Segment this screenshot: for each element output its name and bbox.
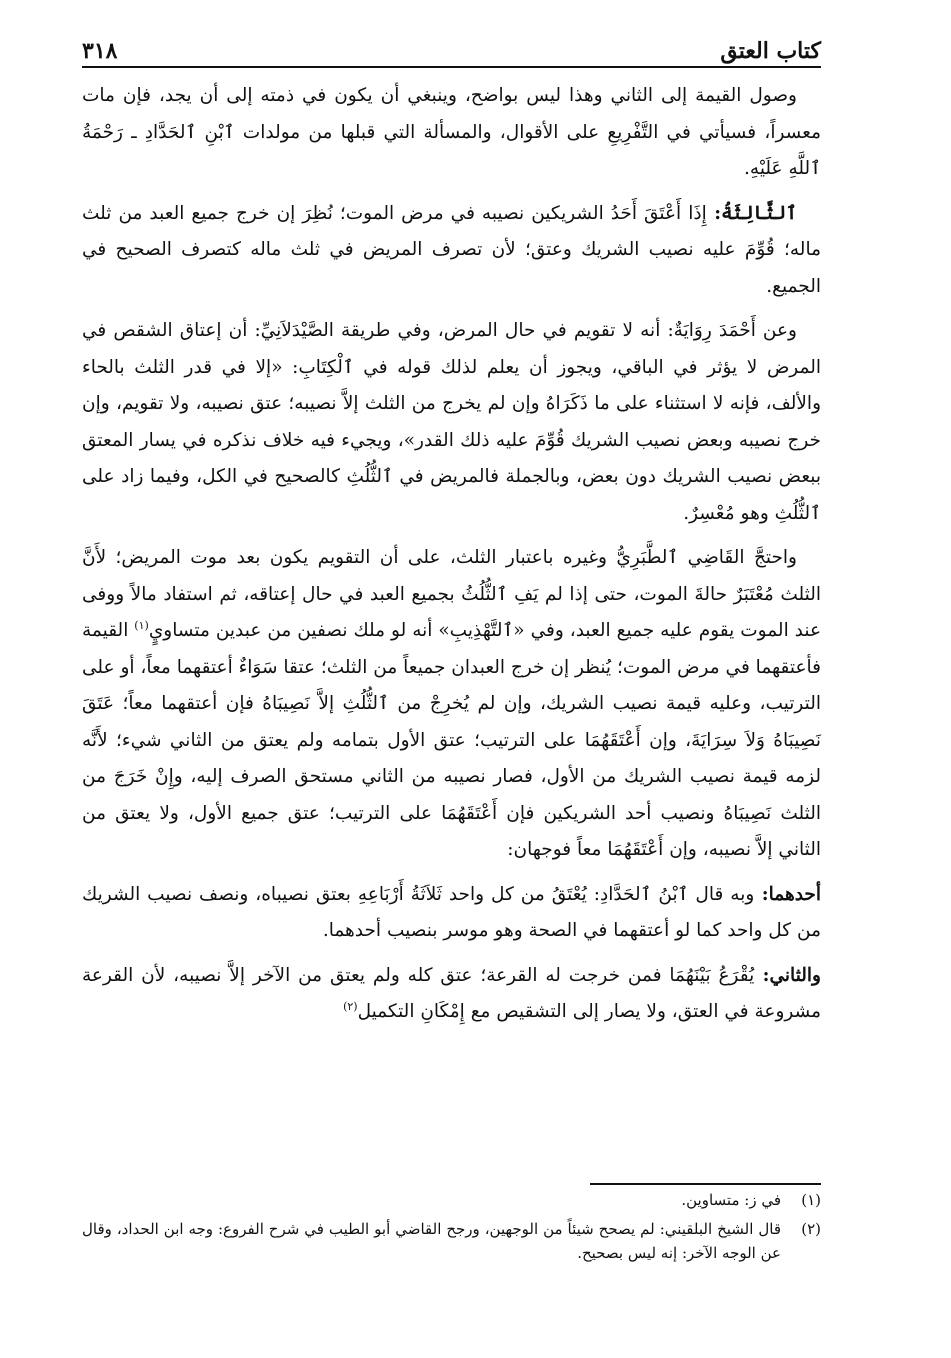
header-rule xyxy=(82,66,821,68)
paragraph-text: وبه قال ٱبْنُ ٱلحَدَّادِ: يُعْتَقُ من كل واحد ثَلاَثَةُ أَرْبَاعِهِ بعتق نصيباه، ونصف نصيب الشريك من كل واحد كما لو أعتقهما في الصحة وهو موسر بنصيب أحدهما. xyxy=(82,883,821,941)
paragraph-2 xyxy=(82,196,821,306)
footnote-1 xyxy=(82,1188,821,1212)
paragraph-3 xyxy=(82,313,821,532)
paragraph-lead: أحدهما: xyxy=(754,883,822,905)
running-header xyxy=(82,24,821,64)
footnote-ref-1[interactable]: (١) xyxy=(134,618,149,632)
paragraph-text: وعن أَحْمَدَ رِوَايَةٌ: أنه لا تقويم في حال المرض، وفي طريقة الصَّيْدَلاَنِيِّ: أن إعتاق الشقص في المرض لا يؤثر في الباقي، ويجوز أن يعلم لذلك قوله في ٱلْكِتَابِ: «إلا في قدر الثلث بالحاء والألف، فإنه لا استثناء على ما ذَكَرَاهُ وإن لم يخرج من الثلث إلاَّ نصيبه؛ عتق نصيبه، ولا تقويم، وإن خرج نصيبه وبعض نصيب الشريك قُوِّمَ عليه ذلك القدر»، ويجيء فيه خلاف نذكره في يسار المعتق ببعض نصيب الشريك دون بعض، وبالجملة فالمريض في ٱلثُّلُثِ كالصحيح في الكل، وفيما زاد على ٱلثُّلُثِ وهو مُعْسِرٌ. xyxy=(82,320,821,524)
paragraph-1 xyxy=(82,78,821,188)
footnotes xyxy=(82,1188,821,1270)
main-text xyxy=(82,78,821,1039)
footnote-number: (٢) xyxy=(801,1220,821,1238)
paragraph-lead: ٱلثَّالِثَةُ: xyxy=(706,202,797,224)
footnote-rule xyxy=(590,1183,821,1185)
footnote-text: قال الشيخ البلقيني: لم يصحح شيئاً من الوجهين، ورجح القاضي أبو الطيب في شرح الفروع: وجه ابن الحداد، وقال عن الوجه الآخر: إنه ليس بصحيح. xyxy=(82,1220,781,1262)
paragraph-text: وصول القيمة إلى الثاني وهذا ليس بواضح، وينبغي أن يكون في ذمته إلى أن يجد، فإن مات معسراً، فسيأتي في التَّفْرِيعِ على الأقوال، والمسألة التي قبلها من مولدات ٱبْنِ ٱلحَدَّادِ ـ رَحْمَةُ ٱللَّهِ عَلَيْهِ. xyxy=(82,85,822,179)
paragraph-text: يُقْرَعُ بَيْنَهُمَا فمن خرجت له القرعة؛ عتق كله ولم يعتق من الآخر إلاَّ نصيبه، لأن القرعة مشروعة في العتق، ولا يصار إلى التشقيص مع إِمْكَانِ التكميل xyxy=(82,964,821,1022)
paragraph-text: واحتجَّ القَاضِي ٱلطَّبَرِيُّ وغيره باعتبار الثلث، على أن التقويم يكون بعد موت المريض؛ لأَنَّ الثلث مُعْتَبَرٌ حالةَ الموت، حتى إذا لم يَفِ ٱلثُّلُثُ بجميع العبد في حال إعتاقه، ثم استفاد مالاً ووفى عند الموت يقوم عليه جميع العبد، وفي «ٱلتَّهْذِيبِ» أنه لو ملك نصفين من عبدين متساويٍ xyxy=(82,547,821,641)
footnote-number: (١) xyxy=(801,1191,821,1209)
footnote-text: في ز: متساوين. xyxy=(681,1191,781,1209)
paragraph-text-continued: القيمة فأعتقهما في مرض الموت؛ يُنظر إن خرج العبدان جميعاً من الثلث؛ عتقا سَوَاءٌ أعتقهما معاً، أو على الترتيب، وعليه قيمة نصيب الشريك، وإن لم يُخرِجْ من ٱلثُّلُثِ إلاَّ نَصِيبَاهُ فإن أعتقهما معاً؛ عَتَقَ نَصِيبَاهُ وَلاَ سِرَايَةَ، وإن أَعْتَقَهُمَا على الترتيب؛ عتق الأول بتمامه ولم يعتق من الثاني شيء؛ لأَنَّه لزمه قيمة نصيب الشريك من الأول، فصار نصيبه من الثاني مستحق الصرف إليه، وإِنْ خَرَجَ من الثلث نَصِيبَاهُ ونصيب أحد الشريكين فإن أَعْتَقَهُمَا على الترتيب؛ عتق جميع الأول، ولا يعتق من الثاني إلاَّ نصيبه، وإن أَعْتَقَهُمَا معاً فوجهان: xyxy=(81,620,821,860)
footnote-ref-2[interactable]: (٢) xyxy=(343,999,358,1013)
paragraph-text: إِذَا أَعْتَقَ أَحَدُ الشريكين نصيبه في مرض الموت؛ نُظِرَ إن خرج جميع العبد من ثلث ماله؛ قُوِّمَ عليه نصيب الشريك وعتق؛ لأن تصرف المريض في ثلث ماله كتصرف الصحيح في الجميع. xyxy=(82,202,821,297)
paragraph-6 xyxy=(82,958,821,1031)
footnote-2 xyxy=(82,1217,821,1265)
paragraph-lead: والثاني: xyxy=(754,964,821,986)
paragraph-4 xyxy=(82,540,821,869)
paragraph-5 xyxy=(82,877,821,950)
page-number: ٣١٨ xyxy=(82,38,118,64)
chapter-title: كتاب العتق xyxy=(720,38,821,64)
